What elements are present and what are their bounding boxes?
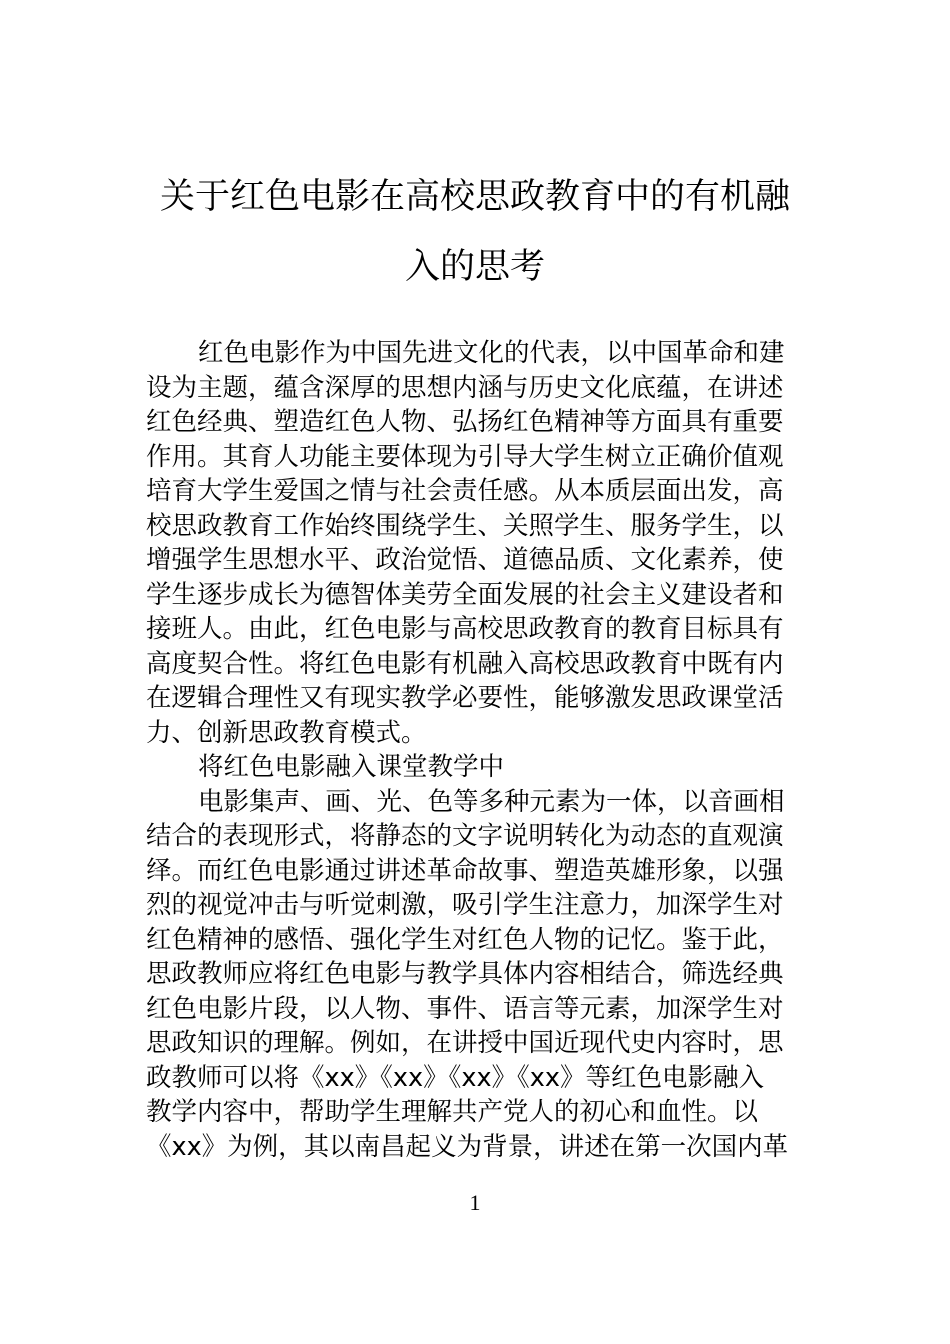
paragraph-line: 电影集声、画、光、色等多种元素为一体，以音画相 bbox=[198, 786, 785, 817]
section-heading: 将红色电影融入课堂教学中 bbox=[198, 752, 505, 782]
paragraph-line: 学生逐步成长为德智体美劳全面发展的社会主义建设者和 bbox=[146, 579, 784, 610]
paragraph-line: 增强学生思想水平、政治觉悟、道德品质、文化素养，使 bbox=[146, 545, 784, 575]
paragraph-line: 思政教师应将红色电影与教学具体内容相结合，筛选经典 bbox=[146, 959, 784, 989]
paragraph-line: 烈的视觉冲击与听觉刺激，吸引学生注意力，加深学生对 bbox=[146, 890, 784, 920]
paragraph-line: 红色经典、塑造红色人物、弘扬红色精神等方面具有重要 bbox=[146, 407, 784, 437]
page-number: 1 bbox=[469, 1190, 481, 1215]
document-body bbox=[146, 336, 811, 1164]
paragraph-line: 作用。其育人功能主要体现为引导大学生树立正确价值观 bbox=[146, 441, 784, 472]
paragraph-line: 红色电影作为中国先进文化的代表，以中国革命和建 bbox=[198, 338, 785, 368]
paragraph-line: 《xx》为例，其以南昌起义为背景，讲述在第一次国内革 bbox=[146, 1131, 789, 1162]
document-title-line-2: 入的思考 bbox=[404, 247, 545, 287]
paragraph-line: 教学内容中，帮助学生理解共产党人的初心和血性。以 bbox=[146, 1097, 759, 1127]
paragraph-line: 红色电影片段，以人物、事件、语言等元素，加深学生对 bbox=[146, 993, 784, 1024]
paragraph-line: 红色精神的感悟、强化学生对红色人物的记忆。鉴于此， bbox=[146, 924, 784, 955]
paragraph-line: 结合的表现形式，将静态的文字说明转化为动态的直观演 bbox=[146, 821, 784, 851]
paragraph-line: 在逻辑合理性又有现实教学必要性，能够激发思政课堂活 bbox=[146, 683, 784, 713]
paragraph-line: 思政知识的理解。例如，在讲授中国近现代史内容时，思 bbox=[146, 1028, 784, 1058]
paragraph-line: 培育大学生爱国之情与社会责任感。从本质层面出发，高 bbox=[146, 476, 784, 506]
paragraph-line: 校思政教育工作始终围绕学生、关照学生、服务学生，以 bbox=[146, 510, 784, 541]
paragraph-line: 绎。而红色电影通过讲述革命故事、塑造英雄形象，以强 bbox=[146, 855, 784, 886]
paragraph-line: 力、创新思政教育模式。 bbox=[146, 717, 427, 748]
paragraph-line: 接班人。由此，红色电影与高校思政教育的教育目标具有 bbox=[146, 614, 784, 644]
paragraph-line: 设为主题，蕴含深厚的思想内涵与历史文化底蕴，在讲述 bbox=[146, 372, 784, 403]
document-title-line-1: 关于红色电影在高校思政教育中的有机融 bbox=[159, 177, 790, 217]
paragraph-line: 高度契合性。将红色电影有机融入高校思政教育中既有内 bbox=[146, 648, 784, 679]
paragraph-line: 政教师可以将《xx》《xx》《xx》《xx》等红色电影融入 bbox=[146, 1062, 764, 1093]
